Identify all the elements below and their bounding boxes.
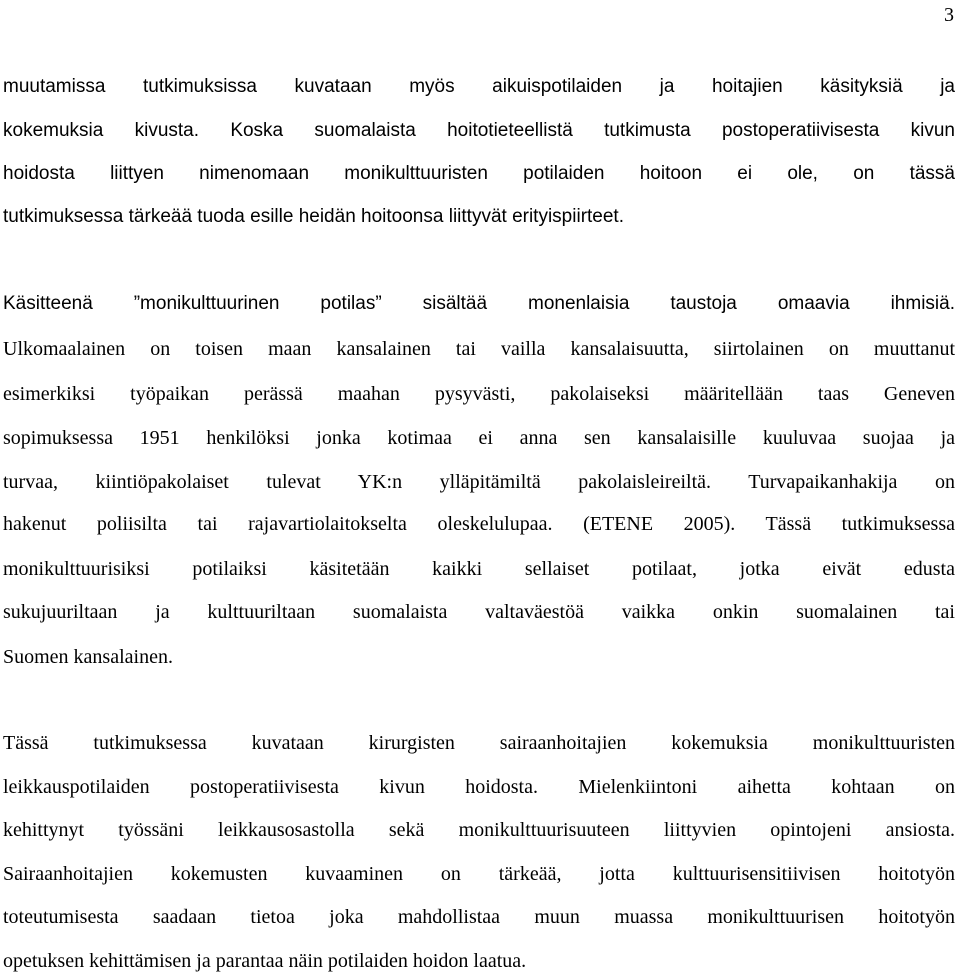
text-line: Käsitteenä ”monikulttuurinen potilas” sisältää monenlaisia taustoja omaavia ihmisiä. [3,293,955,314]
text-line: Ulkomaalainen on toisen maan kansalainen tai vailla kansalaisuutta, siirtolainen on muuttanut [3,338,955,360]
text-line: Suomen kansalainen. [3,646,173,668]
text-line: toteutumisesta saadaan tietoa joka mahdollistaa muun muassa monikulttuurisen hoitotyön [3,906,955,928]
text-line: tutkimuksessa tärkeää tuoda esille heidän hoitoonsa liittyvät erityispiirteet. [3,206,624,227]
text-line: Sairaanhoitajien kokemusten kuvaaminen on tärkeää, jotta kulttuurisensitiivisen hoitotyön [3,863,955,885]
text-line: turvaa, kiintiöpakolaiset tulevat YK:n ylläpitämiltä pakolaisleireiltä. Turvapaikanhakija on [3,471,955,493]
text-line: hoidosta liittyen nimenomaan monikulttuuristen potilaiden hoitoon ei ole, on tässä [3,163,955,184]
text-line: hakenut poliisilta tai rajavartiolaitokselta oleskelulupaa. (ETENE 2005). Tässä tutkimuksessa [3,513,955,535]
text-line: kehittynyt työssäni leikkausosastolla sekä monikulttuurisuuteen liittyvien opintojeni ansiosta. [3,819,955,841]
text-line: kokemuksia kivusta. Koska suomalaista hoitotieteellistä tutkimusta postoperatiivisesta kivun [3,120,955,141]
page-number: 3 [944,4,954,26]
text-line: esimerkiksi työpaikan perässä maahan pysyvästi, pakolaiseksi määritellään taas Geneven [3,383,955,405]
text-line: Tässä tutkimuksessa kuvataan kirurgisten sairaanhoitajien kokemuksia monikulttuuristen [3,732,955,754]
text-line: sukujuuriltaan ja kulttuuriltaan suomalaista valtaväestöä vaikka onkin suomalainen tai [3,601,955,623]
text-line: muutamissa tutkimuksissa kuvataan myös aikuispotilaiden ja hoitajien käsityksiä ja [3,76,955,97]
text-line: sopimuksessa 1951 henkilöksi jonka kotimaa ei anna sen kansalaisille kuuluvaa suojaa ja [3,427,955,449]
text-line: monikulttuurisiksi potilaiksi käsitetään kaikki sellaiset potilaat, jotka eivät edusta [3,558,955,580]
text-line: opetuksen kehittämisen ja parantaa näin potilaiden hoidon laatua. [3,950,527,972]
text-line: leikkauspotilaiden postoperatiivisesta kivun hoidosta. Mielenkiintoni aihetta kohtaan on [3,776,955,798]
